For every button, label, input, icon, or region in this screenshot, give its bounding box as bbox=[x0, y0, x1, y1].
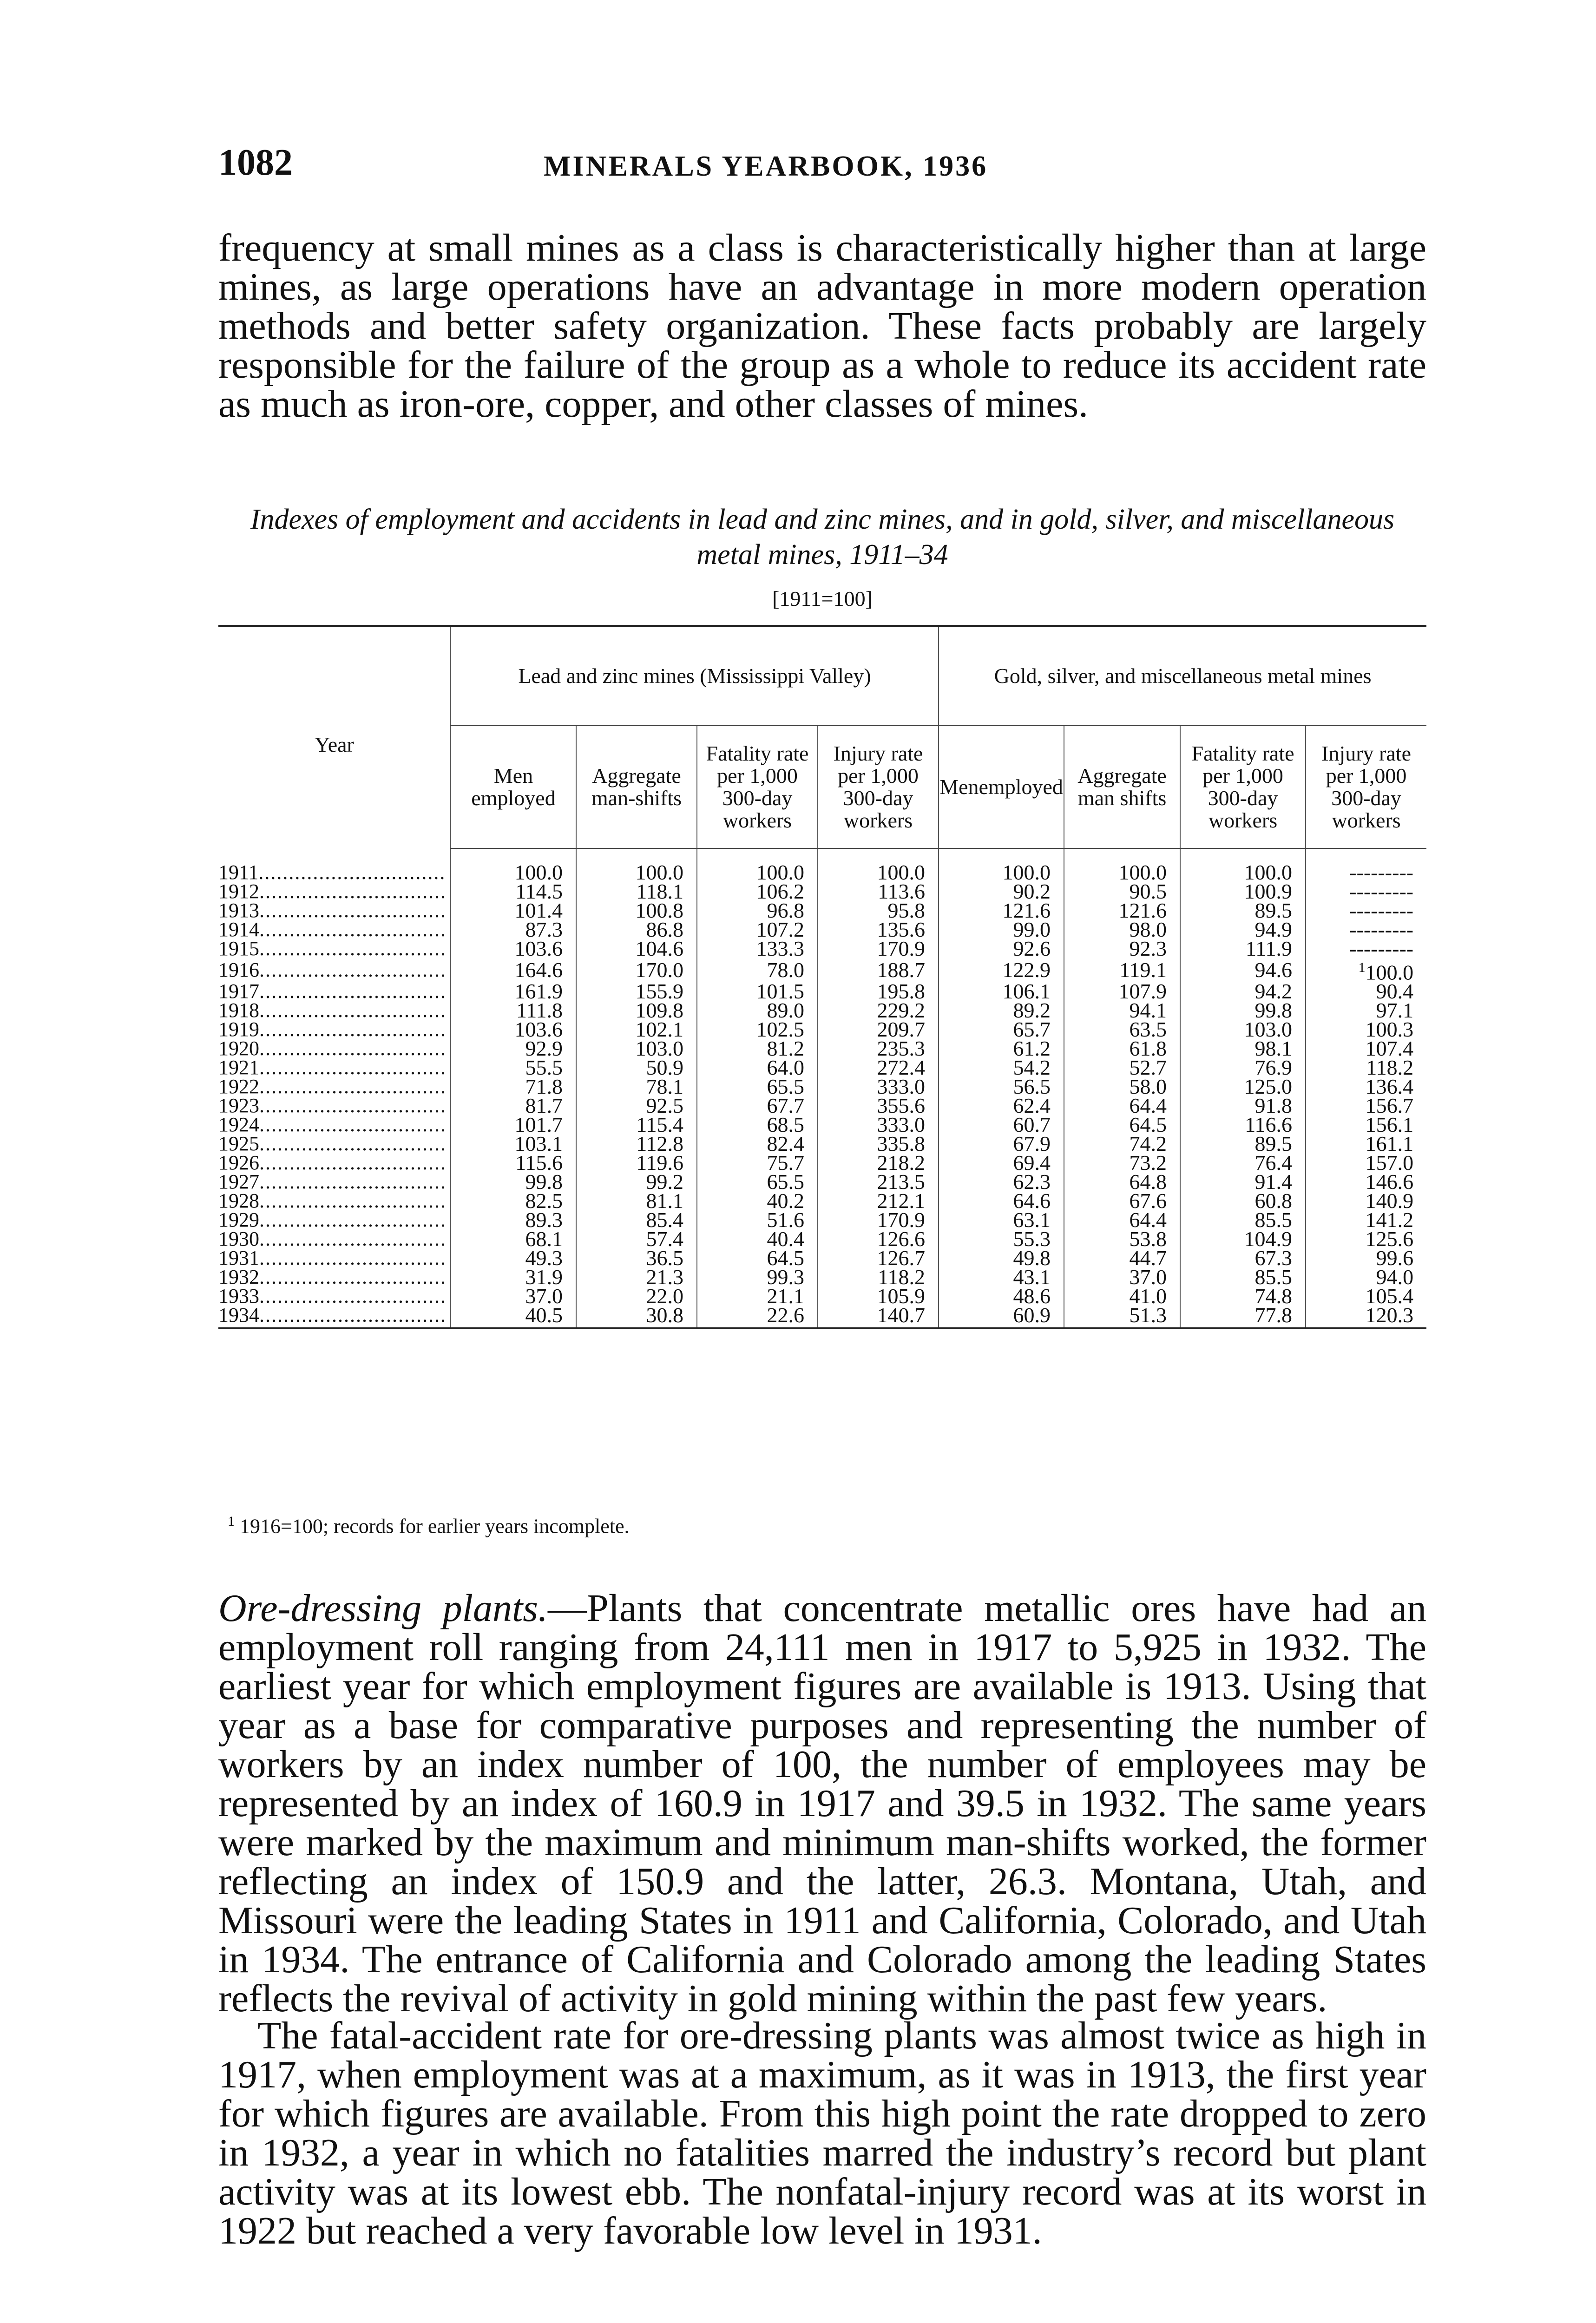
value-cell: 21.3 bbox=[576, 1267, 697, 1286]
value-cell: 135.6 bbox=[818, 920, 939, 939]
value-cell: 161.1 bbox=[1306, 1134, 1426, 1153]
value-cell: 99.0 bbox=[939, 920, 1064, 939]
value-cell: 335.8 bbox=[818, 1134, 939, 1153]
value-cell: 333.0 bbox=[818, 1115, 939, 1134]
value-cell: 100.0 bbox=[1180, 848, 1306, 882]
value-cell: 61.8 bbox=[1064, 1039, 1180, 1058]
value-cell: 107.9 bbox=[1064, 982, 1180, 1001]
value-cell: 111.9 bbox=[1180, 939, 1306, 958]
value-cell: 67.7 bbox=[697, 1096, 818, 1115]
value-cell: 103.6 bbox=[451, 939, 576, 958]
value-cell: 90.4 bbox=[1306, 982, 1426, 1001]
value-cell: 120.3 bbox=[1306, 1306, 1426, 1328]
value-cell: 37.0 bbox=[1064, 1267, 1180, 1286]
table-row bbox=[218, 920, 1426, 939]
value-cell: 103.0 bbox=[576, 1039, 697, 1058]
value-cell: 89.0 bbox=[697, 1001, 818, 1020]
value-cell: 126.6 bbox=[818, 1229, 939, 1248]
value-cell: 100.8 bbox=[576, 901, 697, 920]
value-cell: 101.5 bbox=[697, 982, 818, 1001]
value-cell: 104.6 bbox=[576, 939, 697, 958]
year-cell: 1923............................... bbox=[218, 1094, 447, 1117]
value-cell: 69.4 bbox=[939, 1153, 1064, 1172]
value-cell: 100.0 bbox=[576, 848, 697, 882]
value-cell: 78.1 bbox=[576, 1077, 697, 1096]
table-row bbox=[218, 982, 1426, 1001]
value-cell: 98.1 bbox=[1180, 1039, 1306, 1058]
value-cell: 213.5 bbox=[818, 1172, 939, 1191]
value-cell: 85.4 bbox=[576, 1210, 697, 1229]
value-cell: 95.8 bbox=[818, 901, 939, 920]
value-cell: 64.0 bbox=[697, 1058, 818, 1077]
value-cell: 107.4 bbox=[1306, 1039, 1426, 1058]
value-cell: 102.5 bbox=[697, 1020, 818, 1039]
table-row bbox=[218, 1077, 1426, 1096]
value-cell: 99.8 bbox=[451, 1172, 576, 1191]
value-cell: 98.0 bbox=[1064, 920, 1180, 939]
value-cell: 140.7 bbox=[818, 1306, 939, 1328]
value-cell: 89.2 bbox=[939, 1001, 1064, 1020]
value-cell: 99.8 bbox=[1180, 1001, 1306, 1020]
value-cell: 126.7 bbox=[818, 1248, 939, 1267]
value-cell: --------- bbox=[1306, 920, 1426, 939]
column-header: Aggregate man shifts bbox=[1064, 726, 1180, 848]
value-cell: 81.2 bbox=[697, 1039, 818, 1058]
footnote-marker: 1 bbox=[228, 1514, 235, 1529]
value-cell: 146.6 bbox=[1306, 1172, 1426, 1191]
value-cell: 40.2 bbox=[697, 1191, 818, 1210]
table-row bbox=[218, 1191, 1426, 1210]
year-cell: 1933............................... bbox=[218, 1285, 447, 1308]
value-cell: 94.9 bbox=[1180, 920, 1306, 939]
year-cell: 1924............................... bbox=[218, 1113, 447, 1136]
group-header-gold-silver: Gold, silver, and miscellaneous metal mines bbox=[939, 626, 1426, 726]
value-cell: 30.8 bbox=[576, 1306, 697, 1328]
value-cell: 118.2 bbox=[818, 1267, 939, 1286]
value-cell: 104.9 bbox=[1180, 1229, 1306, 1248]
value-cell: 91.8 bbox=[1180, 1096, 1306, 1115]
value-cell: --------- bbox=[1306, 848, 1426, 882]
value-cell: 133.3 bbox=[697, 939, 818, 958]
value-cell: 65.7 bbox=[939, 1020, 1064, 1039]
value-cell: 36.5 bbox=[576, 1248, 697, 1267]
value-cell: 76.4 bbox=[1180, 1153, 1306, 1172]
value-cell: 62.4 bbox=[939, 1096, 1064, 1115]
column-header: Fatality rate per 1,000 300-day workers bbox=[697, 726, 818, 848]
year-cell: 1913............................... bbox=[218, 899, 447, 922]
value-cell: 107.2 bbox=[697, 920, 818, 939]
value-cell: 106.1 bbox=[939, 982, 1064, 1001]
year-cell: 1927............................... bbox=[218, 1170, 447, 1194]
year-cell: 1929............................... bbox=[218, 1208, 447, 1232]
value-cell: 82.5 bbox=[451, 1191, 576, 1210]
value-cell: 63.5 bbox=[1064, 1020, 1180, 1039]
table-row bbox=[218, 1058, 1426, 1077]
table-row bbox=[218, 1096, 1426, 1115]
value-cell: 54.2 bbox=[939, 1058, 1064, 1077]
value-cell: 74.8 bbox=[1180, 1286, 1306, 1306]
value-cell: 58.0 bbox=[1064, 1077, 1180, 1096]
value-cell: 140.9 bbox=[1306, 1191, 1426, 1210]
value-cell: 100.3 bbox=[1306, 1020, 1426, 1039]
column-header: Injury rate per 1,000 300-day workers bbox=[818, 726, 939, 848]
year-column-header: Year bbox=[218, 626, 451, 848]
value-cell: 40.4 bbox=[697, 1229, 818, 1248]
value-cell: 136.4 bbox=[1306, 1077, 1426, 1096]
year-cell: 1921............................... bbox=[218, 1056, 447, 1079]
year-cell: 1917............................... bbox=[218, 980, 447, 1003]
value-cell: 141.2 bbox=[1306, 1210, 1426, 1229]
value-cell: 53.8 bbox=[1064, 1229, 1180, 1248]
value-cell: 73.2 bbox=[1064, 1153, 1180, 1172]
page-number: 1082 bbox=[218, 142, 293, 183]
value-cell: 156.7 bbox=[1306, 1096, 1426, 1115]
year-cell: 1934............................... bbox=[218, 1306, 451, 1328]
value-cell: 100.0 bbox=[451, 848, 576, 882]
table-row bbox=[218, 958, 1426, 982]
value-cell: 52.7 bbox=[1064, 1058, 1180, 1077]
table-row bbox=[218, 1248, 1426, 1267]
value-cell: 55.5 bbox=[451, 1058, 576, 1077]
table-row bbox=[218, 1134, 1426, 1153]
value-cell: --------- bbox=[1306, 939, 1426, 958]
footnote-text: 1916=100; records for earlier years incomplete. bbox=[240, 1515, 630, 1538]
value-cell: 43.1 bbox=[939, 1267, 1064, 1286]
value-cell: 68.5 bbox=[697, 1115, 818, 1134]
page-header bbox=[218, 142, 1426, 193]
ore-dressing-paragraph-1 bbox=[218, 1589, 1426, 2018]
value-cell: 94.0 bbox=[1306, 1267, 1426, 1286]
value-cell: 61.2 bbox=[939, 1039, 1064, 1058]
value-cell: 97.1 bbox=[1306, 1001, 1426, 1020]
value-cell: 92.5 bbox=[576, 1096, 697, 1115]
value-cell: 55.3 bbox=[939, 1229, 1064, 1248]
value-cell: 64.5 bbox=[697, 1248, 818, 1267]
value-cell: 155.9 bbox=[576, 982, 697, 1001]
value-cell: 115.6 bbox=[451, 1153, 576, 1172]
value-cell: 94.6 bbox=[1180, 958, 1306, 982]
value-cell: 90.5 bbox=[1064, 882, 1180, 901]
value-cell: 99.3 bbox=[697, 1267, 818, 1286]
value-cell: 21.1 bbox=[697, 1286, 818, 1306]
column-header: Fatality rate per 1,000 300-day workers bbox=[1180, 726, 1306, 848]
value-cell: 89.5 bbox=[1180, 1134, 1306, 1153]
table-row bbox=[218, 1267, 1426, 1286]
value-cell: 114.5 bbox=[451, 882, 576, 901]
value-cell: 100.0 bbox=[818, 848, 939, 882]
value-cell: 209.7 bbox=[818, 1020, 939, 1039]
value-cell: 170.9 bbox=[818, 1210, 939, 1229]
table-row bbox=[218, 882, 1426, 901]
value-cell: 96.8 bbox=[697, 901, 818, 920]
value-cell: 92.6 bbox=[939, 939, 1064, 958]
table-base-note: [1911=100] bbox=[772, 587, 873, 610]
value-cell: 164.6 bbox=[451, 958, 576, 982]
year-cell: 1925............................... bbox=[218, 1132, 447, 1155]
value-cell: 22.6 bbox=[697, 1306, 818, 1328]
value-cell: 195.8 bbox=[818, 982, 939, 1001]
value-cell: $^1$100.0 bbox=[1306, 958, 1426, 982]
value-cell: 65.5 bbox=[697, 1077, 818, 1096]
value-cell: --------- bbox=[1306, 882, 1426, 901]
value-cell: 92.9 bbox=[451, 1039, 576, 1058]
value-cell: --------- bbox=[1306, 901, 1426, 920]
value-cell: 212.1 bbox=[818, 1191, 939, 1210]
ore-dressing-lead-in: Ore-dressing plants. bbox=[218, 1587, 548, 1630]
year-cell: 1912............................... bbox=[218, 880, 447, 903]
value-cell: 62.3 bbox=[939, 1172, 1064, 1191]
year-cell: 1919............................... bbox=[218, 1018, 447, 1041]
year-cell: 1928............................... bbox=[218, 1189, 447, 1213]
value-cell: 105.4 bbox=[1306, 1286, 1426, 1306]
value-cell: 50.9 bbox=[576, 1058, 697, 1077]
value-cell: 91.4 bbox=[1180, 1172, 1306, 1191]
value-cell: 121.6 bbox=[1064, 901, 1180, 920]
value-cell: 31.9 bbox=[451, 1267, 576, 1286]
value-cell: 89.3 bbox=[451, 1210, 576, 1229]
table-row bbox=[218, 1286, 1426, 1306]
year-cell: 1915............................... bbox=[218, 937, 447, 960]
value-cell: 77.8 bbox=[1180, 1306, 1306, 1328]
value-cell: 60.7 bbox=[939, 1115, 1064, 1134]
table-row bbox=[218, 1115, 1426, 1134]
value-cell: 89.5 bbox=[1180, 901, 1306, 920]
value-cell: 125.0 bbox=[1180, 1077, 1306, 1096]
value-cell: 100.0 bbox=[697, 848, 818, 882]
table-footnote bbox=[228, 1514, 630, 1538]
value-cell: 68.1 bbox=[451, 1229, 576, 1248]
year-cell: 1926............................... bbox=[218, 1151, 447, 1175]
table-row bbox=[218, 901, 1426, 920]
value-cell: 75.7 bbox=[697, 1153, 818, 1172]
value-cell: 100.0 bbox=[939, 848, 1064, 882]
column-header: Menemployed bbox=[939, 726, 1064, 848]
value-cell: 272.4 bbox=[818, 1058, 939, 1077]
value-cell: 125.6 bbox=[1306, 1229, 1426, 1248]
year-cell: 1931............................... bbox=[218, 1247, 447, 1270]
value-cell: 100.9 bbox=[1180, 882, 1306, 901]
year-cell: 1911............................... bbox=[218, 860, 446, 884]
value-cell: 87.3 bbox=[451, 920, 576, 939]
value-cell: 44.7 bbox=[1064, 1248, 1180, 1267]
value-cell: 103.1 bbox=[451, 1134, 576, 1153]
value-cell: 112.8 bbox=[576, 1134, 697, 1153]
value-cell: 102.1 bbox=[576, 1020, 697, 1039]
table-row bbox=[218, 848, 1426, 882]
value-cell: 94.2 bbox=[1180, 982, 1306, 1001]
value-cell: 119.6 bbox=[576, 1153, 697, 1172]
value-cell: 119.1 bbox=[1064, 958, 1180, 982]
value-cell: 82.4 bbox=[697, 1134, 818, 1153]
value-cell: 103.0 bbox=[1180, 1020, 1306, 1039]
value-cell: 118.2 bbox=[1306, 1058, 1426, 1077]
running-title: MINERALS YEARBOOK, 1936 bbox=[544, 151, 988, 182]
value-cell: 116.6 bbox=[1180, 1115, 1306, 1134]
value-cell: 85.5 bbox=[1180, 1210, 1306, 1229]
value-cell: 229.2 bbox=[818, 1001, 939, 1020]
value-cell: 71.8 bbox=[451, 1077, 576, 1096]
value-cell: 64.4 bbox=[1064, 1210, 1180, 1229]
value-cell: 22.0 bbox=[576, 1286, 697, 1306]
value-cell: 111.8 bbox=[451, 1001, 576, 1020]
value-cell: 48.6 bbox=[939, 1286, 1064, 1306]
value-cell: 49.8 bbox=[939, 1248, 1064, 1267]
value-cell: 65.5 bbox=[697, 1172, 818, 1191]
value-cell: 51.6 bbox=[697, 1210, 818, 1229]
value-cell: 41.0 bbox=[1064, 1286, 1180, 1306]
column-header: Aggregate man-shifts bbox=[576, 726, 697, 848]
table-row bbox=[218, 1172, 1426, 1191]
value-cell: 170.0 bbox=[576, 958, 697, 982]
value-cell: 157.0 bbox=[1306, 1153, 1426, 1172]
value-cell: 106.2 bbox=[697, 882, 818, 901]
table-caption: Indexes of employment and accidents in lead and zinc mines, and in gold, silver, and miscellaneous metal mines, 1911–34 bbox=[250, 504, 1395, 571]
year-cell: 1920............................... bbox=[218, 1037, 447, 1060]
value-cell: 109.8 bbox=[576, 1001, 697, 1020]
value-cell: 122.9 bbox=[939, 958, 1064, 982]
intro-paragraph: frequency at small mines as a class is characteristically higher than at large mines, as large operations have an advantage in more modern operation methods and better safety organization. These facts probably are largely responsible for the failure of the group as a whole to reduce its accident rate as much as iron-ore, copper, and other classes of mines. bbox=[218, 226, 1426, 426]
value-cell: 188.7 bbox=[818, 958, 939, 982]
value-cell: 37.0 bbox=[451, 1286, 576, 1306]
value-cell: 51.3 bbox=[1064, 1306, 1180, 1328]
value-cell: 105.9 bbox=[818, 1286, 939, 1306]
value-cell: 101.7 bbox=[451, 1115, 576, 1134]
value-cell: 99.6 bbox=[1306, 1248, 1426, 1267]
table-row bbox=[218, 1153, 1426, 1172]
year-cell: 1922............................... bbox=[218, 1075, 447, 1098]
value-cell: 333.0 bbox=[818, 1077, 939, 1096]
table-row bbox=[218, 1210, 1426, 1229]
value-cell: 170.9 bbox=[818, 939, 939, 958]
table-row bbox=[218, 1306, 1426, 1328]
table-body bbox=[218, 848, 1426, 1328]
value-cell: 67.9 bbox=[939, 1134, 1064, 1153]
value-cell: 60.8 bbox=[1180, 1191, 1306, 1210]
value-cell: 67.3 bbox=[1180, 1248, 1306, 1267]
table-row bbox=[218, 939, 1426, 958]
value-cell: 355.6 bbox=[818, 1096, 939, 1115]
value-cell: 156.1 bbox=[1306, 1115, 1426, 1134]
value-cell: 67.6 bbox=[1064, 1191, 1180, 1210]
value-cell: 235.3 bbox=[818, 1039, 939, 1058]
value-cell: 64.6 bbox=[939, 1191, 1064, 1210]
value-cell: 103.6 bbox=[451, 1020, 576, 1039]
year-cell: 1932............................... bbox=[218, 1266, 447, 1289]
value-cell: 81.7 bbox=[451, 1096, 576, 1115]
value-cell: 60.9 bbox=[939, 1306, 1064, 1328]
footnote-ref: 1 bbox=[1358, 960, 1366, 975]
year-cell: 1930............................... bbox=[218, 1227, 447, 1251]
table-row bbox=[218, 1020, 1426, 1039]
value-cell: 218.2 bbox=[818, 1153, 939, 1172]
value-cell: 113.6 bbox=[818, 882, 939, 901]
value-cell: 57.4 bbox=[576, 1229, 697, 1248]
ore-dressing-body: —Plants that concentrate metallic ores have had an employment roll ranging from 24,111 men in 1917 to 5,925 in 1932. The earliest year for which employment figures are available is 1913. Using that year as a base for comparative purposes and representing the number of workers by an index number of 100, the number of employees may be represented by an index of 160.9 in 1917 and 39.5 in 1932. The same years were marked by the maximum and minimum man-shifts worked, the former reflecting an index of 150.9 and the latter, 26.3. Montana, Utah, and Missouri were the leading States in 1911 and California, Colorado, and Utah in 1934. The entrance of California and Colorado among the leading States reflects the revival of activity in gold mining within the past few years. bbox=[218, 1587, 1426, 2020]
value-cell: 118.1 bbox=[576, 882, 697, 901]
value-cell: 90.2 bbox=[939, 882, 1064, 901]
value-cell: 56.5 bbox=[939, 1077, 1064, 1096]
indexes-table bbox=[218, 625, 1426, 1329]
value-cell: 99.2 bbox=[576, 1172, 697, 1191]
value-cell: 78.0 bbox=[697, 958, 818, 982]
value-cell: 76.9 bbox=[1180, 1058, 1306, 1077]
value-cell: 64.5 bbox=[1064, 1115, 1180, 1134]
value-cell: 121.6 bbox=[939, 901, 1064, 920]
column-header: Injury rate per 1,000 300-day workers bbox=[1306, 726, 1426, 848]
table-row bbox=[218, 1001, 1426, 1020]
value-cell: 86.8 bbox=[576, 920, 697, 939]
table-row bbox=[218, 1039, 1426, 1058]
group-header-lead-zinc: Lead and zinc mines (Mississippi Valley) bbox=[451, 626, 939, 726]
value-cell: 81.1 bbox=[576, 1191, 697, 1210]
column-header: Men employed bbox=[451, 726, 576, 848]
value-cell: 85.5 bbox=[1180, 1267, 1306, 1286]
year-cell: 1914............................... bbox=[218, 918, 447, 941]
value-cell: 115.4 bbox=[576, 1115, 697, 1134]
value-cell: 49.3 bbox=[451, 1248, 576, 1267]
value-cell: 64.8 bbox=[1064, 1172, 1180, 1191]
year-cell: 1918............................... bbox=[218, 999, 447, 1022]
value-cell: 100.0 bbox=[1064, 848, 1180, 882]
value-cell: 92.3 bbox=[1064, 939, 1180, 958]
value-cell: 161.9 bbox=[451, 982, 576, 1001]
ore-dressing-paragraph-2: The fatal-accident rate for ore-dressing plants was almost twice as high in 1917, when employment was at a maximum, as it was in 1913, the first year for which figures are available. From this high point the rate dropped to zero in 1932, a year in which no fatalities marred the industry’s record but plant activity was at its lowest ebb. The nonfatal-injury record was at its worst in 1922 but reached a very favorable low level in 1931. bbox=[218, 2014, 1426, 2252]
value-cell: 101.4 bbox=[451, 901, 576, 920]
year-cell: 1916............................... bbox=[218, 958, 447, 982]
value-cell: 74.2 bbox=[1064, 1134, 1180, 1153]
value-cell: 40.5 bbox=[451, 1306, 576, 1328]
value-cell: 94.1 bbox=[1064, 1001, 1180, 1020]
value-cell: 63.1 bbox=[939, 1210, 1064, 1229]
value-cell: 64.4 bbox=[1064, 1096, 1180, 1115]
table-row bbox=[218, 1229, 1426, 1248]
